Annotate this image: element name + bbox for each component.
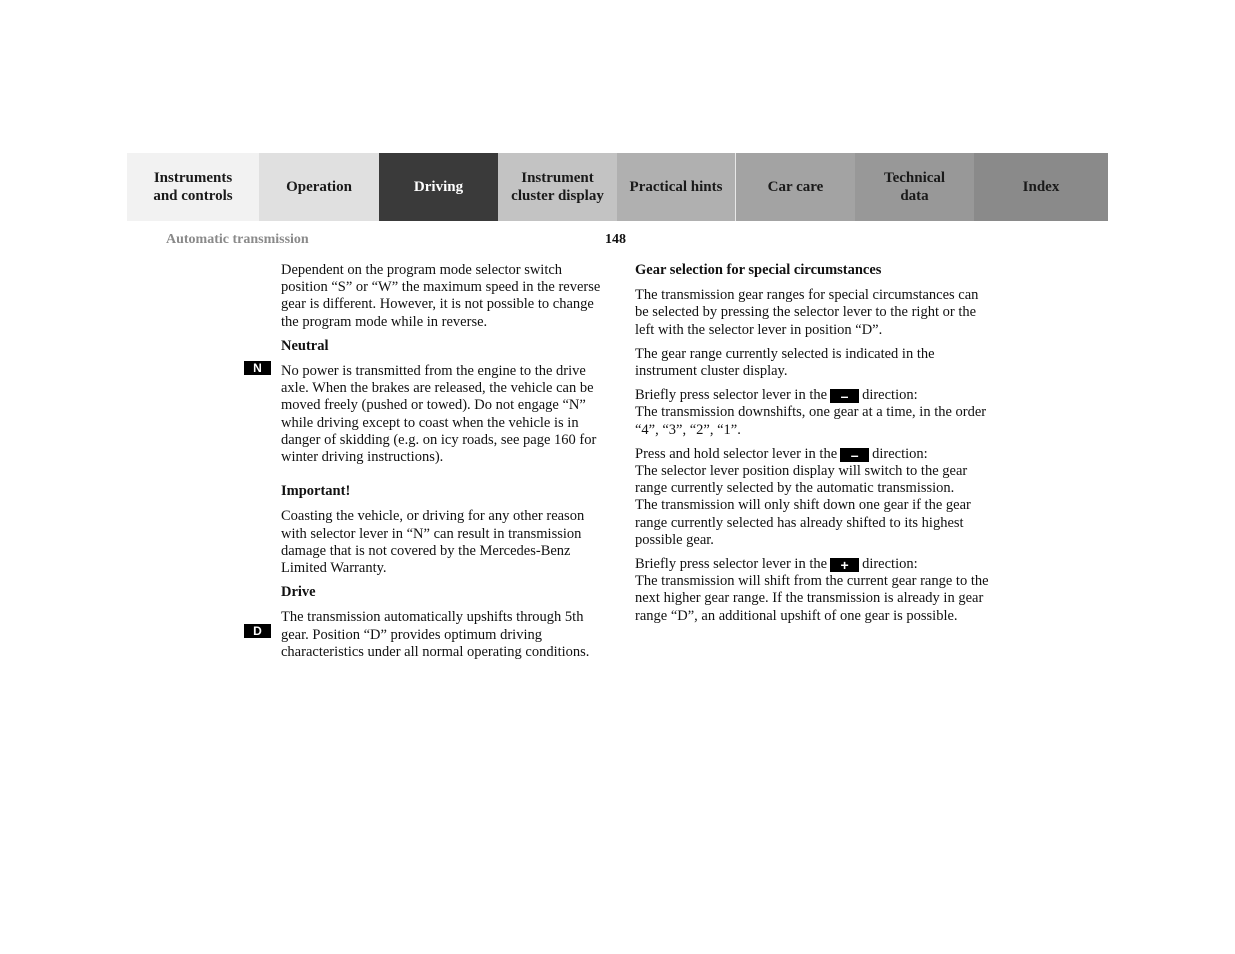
drive-marker-icon: D [244, 624, 271, 638]
neutral-text: No power is transmitted from the engine to the drive axle. When the brakes are released, the vehicle can be moved freely (pushed or towed). Do not engage “N” while driving except to coast when the vehicle is in danger of skidding (e.g. on icy roads, see page 160 for winter driving instructions). [281, 363, 597, 466]
neutral-heading: Neutral [281, 337, 329, 354]
tab-label-line1: Car care [767, 179, 824, 195]
tab-car-care[interactable] [736, 153, 855, 221]
tab-label-line2: and controls [153, 188, 233, 204]
result-text: The transmission will shift from the current gear range to the next higher gear range. If the transmission is already in gear range “D”, an additional upshift of one gear is possible. [635, 573, 989, 624]
tab-index[interactable] [974, 153, 1108, 221]
gear-selection-heading: Gear selection for special circumstances [635, 262, 882, 278]
drive-text: The transmission automatically upshifts through 5th gear. Position “D” provides optimum driving characteristics under all normal operating conditions. [281, 609, 590, 660]
tab-instrument-cluster-display[interactable] [498, 153, 617, 221]
tab-label-line1: Technical [883, 170, 946, 186]
tab-label-line2: cluster display [511, 188, 604, 204]
instruction-text: direction: [862, 556, 918, 573]
drive-heading: Drive [281, 584, 316, 601]
section-tabs [127, 153, 1108, 221]
tab-label-line2: data [900, 188, 929, 204]
tab-operation[interactable] [259, 153, 379, 221]
instruction-text: Press and hold selector lever in the [635, 445, 838, 462]
result-text: The selector lever position display will switch to the gear range currently selected by the automatic transmission. [635, 463, 968, 497]
spacer [281, 473, 601, 483]
instruction-text: direction: [872, 445, 928, 462]
tab-label-line1: Instrument [521, 170, 594, 186]
instruction-text: Briefly press selector lever in the [635, 387, 828, 404]
instruction-text: Briefly press selector lever in the [635, 556, 828, 573]
tab-label-line1: Index [1022, 179, 1060, 195]
gear-selection-intro: The transmission gear ranges for special circumstances can be selected by pressing the selector lever to the right or the left with the selector lever in position “D”. [635, 287, 979, 338]
reverse-intro-text: Dependent on the program mode selector switch position “S” or “W” the maximum speed in the reverse gear is different. However, it is not possible to change the program mode while in reverse. [281, 262, 601, 330]
section-title: Automatic transmission [166, 232, 309, 247]
tab-technical-data[interactable] [855, 153, 974, 221]
tab-label-line1: Operation [286, 179, 352, 195]
page-number: 148 [605, 232, 626, 247]
important-heading: Important! [281, 483, 351, 500]
minus-key-icon: – [830, 389, 859, 403]
tab-label-line1: Instruments [153, 170, 233, 186]
important-text: Coasting the vehicle, or driving for any other reason with selector lever in “N” can result in transmission damage that is not covered by the Mercedes-Benz Limited Warranty. [281, 508, 585, 577]
tab-instruments-and-controls[interactable] [127, 153, 259, 221]
result-text: The transmission downshifts, one gear at a time, in the order “4”, “3”, “2”, “1”. [635, 404, 987, 438]
instruction-text: direction: [862, 387, 918, 404]
tab-driving[interactable] [379, 153, 498, 221]
hold-downshift-paragraph [635, 446, 995, 549]
tab-label-line1: Driving [413, 179, 464, 195]
tab-label-line1: Practical hints [629, 179, 723, 195]
plus-key-icon: + [830, 558, 859, 572]
tab-practical-hints[interactable] [617, 153, 736, 221]
minus-key-icon: – [840, 448, 869, 462]
neutral-marker-icon: N [244, 361, 271, 375]
gear-range-display-text: The gear range currently selected is indicated in the instrument cluster display. [635, 345, 935, 380]
result-text: The transmission will only shift down one gear if the gear range currently selected has already shifted to its highest possible gear. [635, 497, 971, 548]
brief-downshift-paragraph [635, 387, 995, 439]
left-column [281, 262, 601, 668]
right-column [635, 262, 995, 632]
brief-upshift-paragraph [635, 556, 995, 625]
